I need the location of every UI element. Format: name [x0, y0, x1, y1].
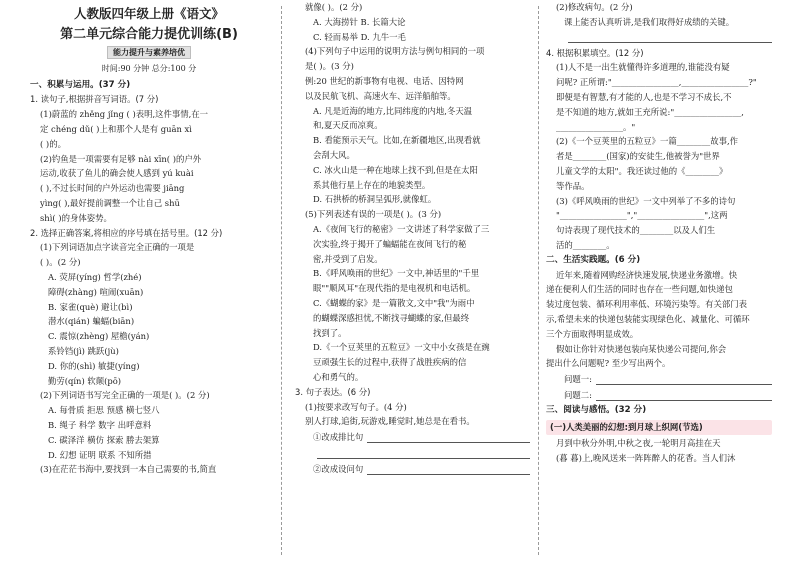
- text-line: (1)按要求改写句子。(4 分): [305, 401, 407, 412]
- column-left: [30, 0, 268, 561]
- text-line: 递在便利人们生活的同时也存在一些问题,如快递包: [546, 284, 733, 295]
- text-line: 心和勇气的。: [313, 371, 364, 382]
- answer-line-label: 问题二:: [564, 389, 592, 400]
- answer-line-label: ①改成排比句: [313, 431, 364, 442]
- answer-lines: [546, 30, 772, 46]
- text-line: 的蝴蝶深感担忧,不断找寻蝴蝶的家,但最终: [313, 312, 470, 323]
- text-line: 找到了。: [313, 327, 347, 338]
- text-line: 是不知道的地方,就如王充所说:"________________,: [556, 106, 744, 117]
- text-line: (2)下列词语书写完全正确的一项是( )。(2 分): [40, 390, 210, 401]
- column-right: [546, 0, 772, 561]
- text-line: (1)下列词语加点字读音完全正确的一项是: [40, 242, 195, 253]
- text-line: A. 凡是近海的地方,比同纬度的内地,冬天温: [313, 105, 473, 116]
- reading-section-heading: 三、阅读与感悟。(32 分): [546, 405, 647, 416]
- answer-line[interactable]: [546, 30, 772, 46]
- text-line: C. 碳泽洋 横仿 探索 勝去架算: [48, 434, 160, 445]
- text-line: 问呢? 正所谓:"________________,________________?": [556, 77, 757, 88]
- text-line: (1)人不是一出生就懂得许多道理的,谁能没有疑: [556, 62, 730, 73]
- text-line: 潜水(qián) 蝙蝠(biān): [48, 316, 135, 327]
- column-left-body: [30, 78, 268, 478]
- text-line: 即便是有智慧,有才能的人,也是不学习不成长,不: [556, 91, 732, 102]
- column-right-top: [546, 0, 772, 30]
- text-line: 示,希望未来的快递包装能实现绿色化、减量化、可循环: [546, 313, 750, 324]
- answer-blank[interactable]: [367, 432, 530, 443]
- question-lines: [546, 371, 772, 403]
- text-line: (暮 暮)上,晚风送来一阵阵醉人的花香。当人们沐: [556, 452, 736, 463]
- text-line: C. 冰火山是一种在地球上找不到,但是在太阳: [313, 164, 478, 175]
- text-line: yìng( ),最好提前调整一个让自己 shū: [40, 197, 180, 208]
- text-line: (5)下列表述有误的一项是( )。(3 分): [305, 209, 442, 220]
- text-line: 一、积累与运用。(37 分): [30, 79, 131, 90]
- answer-blank[interactable]: [317, 448, 530, 459]
- text-line: (2)钓鱼是一项需要有足够 nài xīn( )的户外: [40, 153, 202, 164]
- answer-line-label: 问题一:: [564, 373, 592, 384]
- column-divider-1: [281, 6, 282, 555]
- text-line: B. 家雀(què) 避让(bì): [48, 301, 133, 312]
- text-line: "________________","________________",这两: [556, 210, 728, 221]
- text-line: 勤劳(qín) 软颠(pō): [48, 375, 122, 386]
- text-line: 和,夏天反而凉爽。: [313, 120, 383, 131]
- text-line: A. 大海捞针 B. 长篇大论: [313, 16, 406, 27]
- column-middle-body: [295, 0, 530, 429]
- text-line: 者是________(国家)的安徒生,他被誉为"世界: [556, 151, 720, 162]
- column-divider-2: [538, 6, 539, 555]
- text-line: 句诗表现了现代技术的________以及人们生: [556, 225, 716, 236]
- text-line: shì( )的身体姿势。: [40, 212, 112, 223]
- text-line: 次实验,终于揭开了蝙蝠能在夜间飞行的秘: [313, 238, 467, 249]
- answer-line[interactable]: [546, 371, 772, 387]
- text-line: 2. 选择正确答案,将相应的序号填在括号里。(12 分): [30, 227, 223, 238]
- reading-title: (一)人类美丽的幻想:到月球上织网(节选): [546, 420, 772, 435]
- text-line: D. 石拱桥的桥洞呈弧形,就像虹。: [313, 194, 437, 205]
- text-line: 近年来,随着网购经济快速发展,快递业务激增。快: [556, 269, 738, 280]
- text-line: 月到中秋分外明,中秋之夜,一轮明月高挂在天: [556, 437, 721, 448]
- text-line: 例:20 世纪的新事物有电视、电话、因特网: [305, 75, 464, 86]
- text-line: C. 震惊(zhèng) 屋檐(yán): [48, 331, 150, 342]
- text-line: ( )的。: [40, 138, 66, 149]
- text-line: 豆顽强生长的过程中,获得了战胜疾病的信: [313, 357, 467, 368]
- text-line: ( )。(2 分): [40, 257, 81, 268]
- text-line: 密,并受到了启发。: [313, 253, 383, 264]
- answer-blank[interactable]: [568, 32, 772, 43]
- text-line: B. 绳子 科学 数字 出呼意料: [48, 419, 152, 430]
- text-line: 运动,收获了鱼儿的确会使人感到 yú kuài: [40, 168, 194, 179]
- text-line: 会刮大风。: [313, 149, 355, 160]
- column-right-body: [546, 46, 772, 372]
- column-middle: [295, 0, 530, 561]
- text-line: D.《一个豆荚里的五粒豆》一文中小女孩是在豌: [313, 342, 490, 353]
- text-line: (2)修改病句。(2 分): [556, 2, 633, 12]
- answer-blank[interactable]: [596, 390, 772, 401]
- text-line: C. 轻而易举 D. 九牛一毛: [313, 31, 406, 42]
- section-tag: 能力提升与素养培优: [107, 46, 191, 59]
- text-line: ( ),不过长时间的户外运动也需要 jiāng: [40, 183, 185, 194]
- text-line: C.《蝴蝶的家》是一篇散文,文中"我"为雨中: [313, 297, 475, 308]
- text-line: A.《夜间飞行的秘密》一文讲述了科学家做了三: [313, 223, 490, 234]
- answer-line[interactable]: [295, 429, 530, 445]
- answer-blank[interactable]: [596, 374, 772, 385]
- text-line: 定 chéng dǔ( )上和那个人是有 guān xì: [40, 123, 192, 134]
- text-line: (4)下列句子中运用的说明方法与例句相同的一项: [305, 46, 485, 57]
- text-line: 系其他行星上存在的地貌类型。: [313, 179, 431, 190]
- answer-line-label: ②改成设问句: [313, 463, 364, 474]
- text-line: 1. 读句子,根据拼音写词语。(7 分): [30, 94, 159, 105]
- text-line: 提出什么问题呢? 至少写出两个。: [546, 358, 671, 369]
- text-line: B. 看能预示天气。比如,在新疆地区,出现看就: [313, 135, 481, 146]
- text-line: 4. 根据积累填空。(12 分): [546, 47, 644, 58]
- answer-line[interactable]: [546, 387, 772, 403]
- text-line: 系铃铛(jì) 跳跃(jù): [48, 345, 119, 356]
- text-line: A. 每骨质 拒思 预感 横七竖八: [48, 405, 160, 416]
- text-line: (1)蔚蓝的 zhěng jǐng ( )表明,这件事情,在一: [40, 109, 209, 120]
- text-line: 以及民航飞机、高速火车、远洋船舶等。: [305, 90, 456, 101]
- page-subtitle: 第二单元综合能力提优训练(B): [60, 27, 238, 42]
- reading-text: [546, 436, 772, 466]
- text-line: 就像( )。(2 分): [305, 2, 363, 12]
- page-title: 人教版四年级上册《语文》: [73, 6, 224, 21]
- text-line: 儿童文学的太阳"。我还读过他的《________》: [556, 165, 728, 176]
- text-line: 装过度包装、循环利用率低、环境污染等。有关部门表: [546, 299, 747, 310]
- text-line: 假如让你针对快递包装向某快递公司提问,你会: [556, 343, 727, 354]
- text-line: 课上能否认真听讲,是我们取得好成绩的关键。: [564, 16, 735, 27]
- text-line: 活的________。: [556, 239, 615, 250]
- text-line: 别人打球,追街,玩游戏,睡觉时,她总是在看书。: [305, 416, 475, 427]
- exam-meta: 时间:90 分钟 总分:100 分: [101, 63, 197, 73]
- text-line: 三个方面取得明显成效。: [546, 328, 639, 339]
- answer-blank[interactable]: [367, 464, 530, 475]
- text-line: B.《呼风唤雨的世纪》一文中,神话里的"千里: [313, 268, 480, 279]
- text-line: (3)在茫茫书海中,要找到一本自己需要的书,简直: [40, 464, 217, 475]
- text-line: D. 你的(shì) 敏捷(yíng): [48, 360, 140, 371]
- text-line: (2)《一个豆荚里的五粒豆》一篇________故事,作: [556, 136, 739, 147]
- text-line: D. 幻想 证明 联系 不知所措: [48, 449, 152, 460]
- text-line: A. 荧屏(yíng) 哲学(zhé): [48, 271, 142, 282]
- answer-lines: [295, 429, 530, 477]
- text-line: ________________。": [556, 121, 636, 132]
- text-line: 眼""顺风耳"在现代指的是电视机和电话机。: [313, 283, 476, 294]
- text-line: 二、生活实践题。(6 分): [546, 254, 641, 265]
- text-line: 障碍(zhàng) 喧闹(xuān): [48, 286, 144, 297]
- answer-line[interactable]: [295, 445, 530, 461]
- text-line: 等作品。: [556, 180, 590, 191]
- text-line: (3)《呼风唤雨的世纪》一文中列举了不多的诗句: [556, 195, 736, 206]
- answer-line[interactable]: [295, 461, 530, 477]
- text-line: 3. 句子表达。(6 分): [295, 386, 371, 397]
- text-line: 是( )。(3 分): [305, 61, 354, 72]
